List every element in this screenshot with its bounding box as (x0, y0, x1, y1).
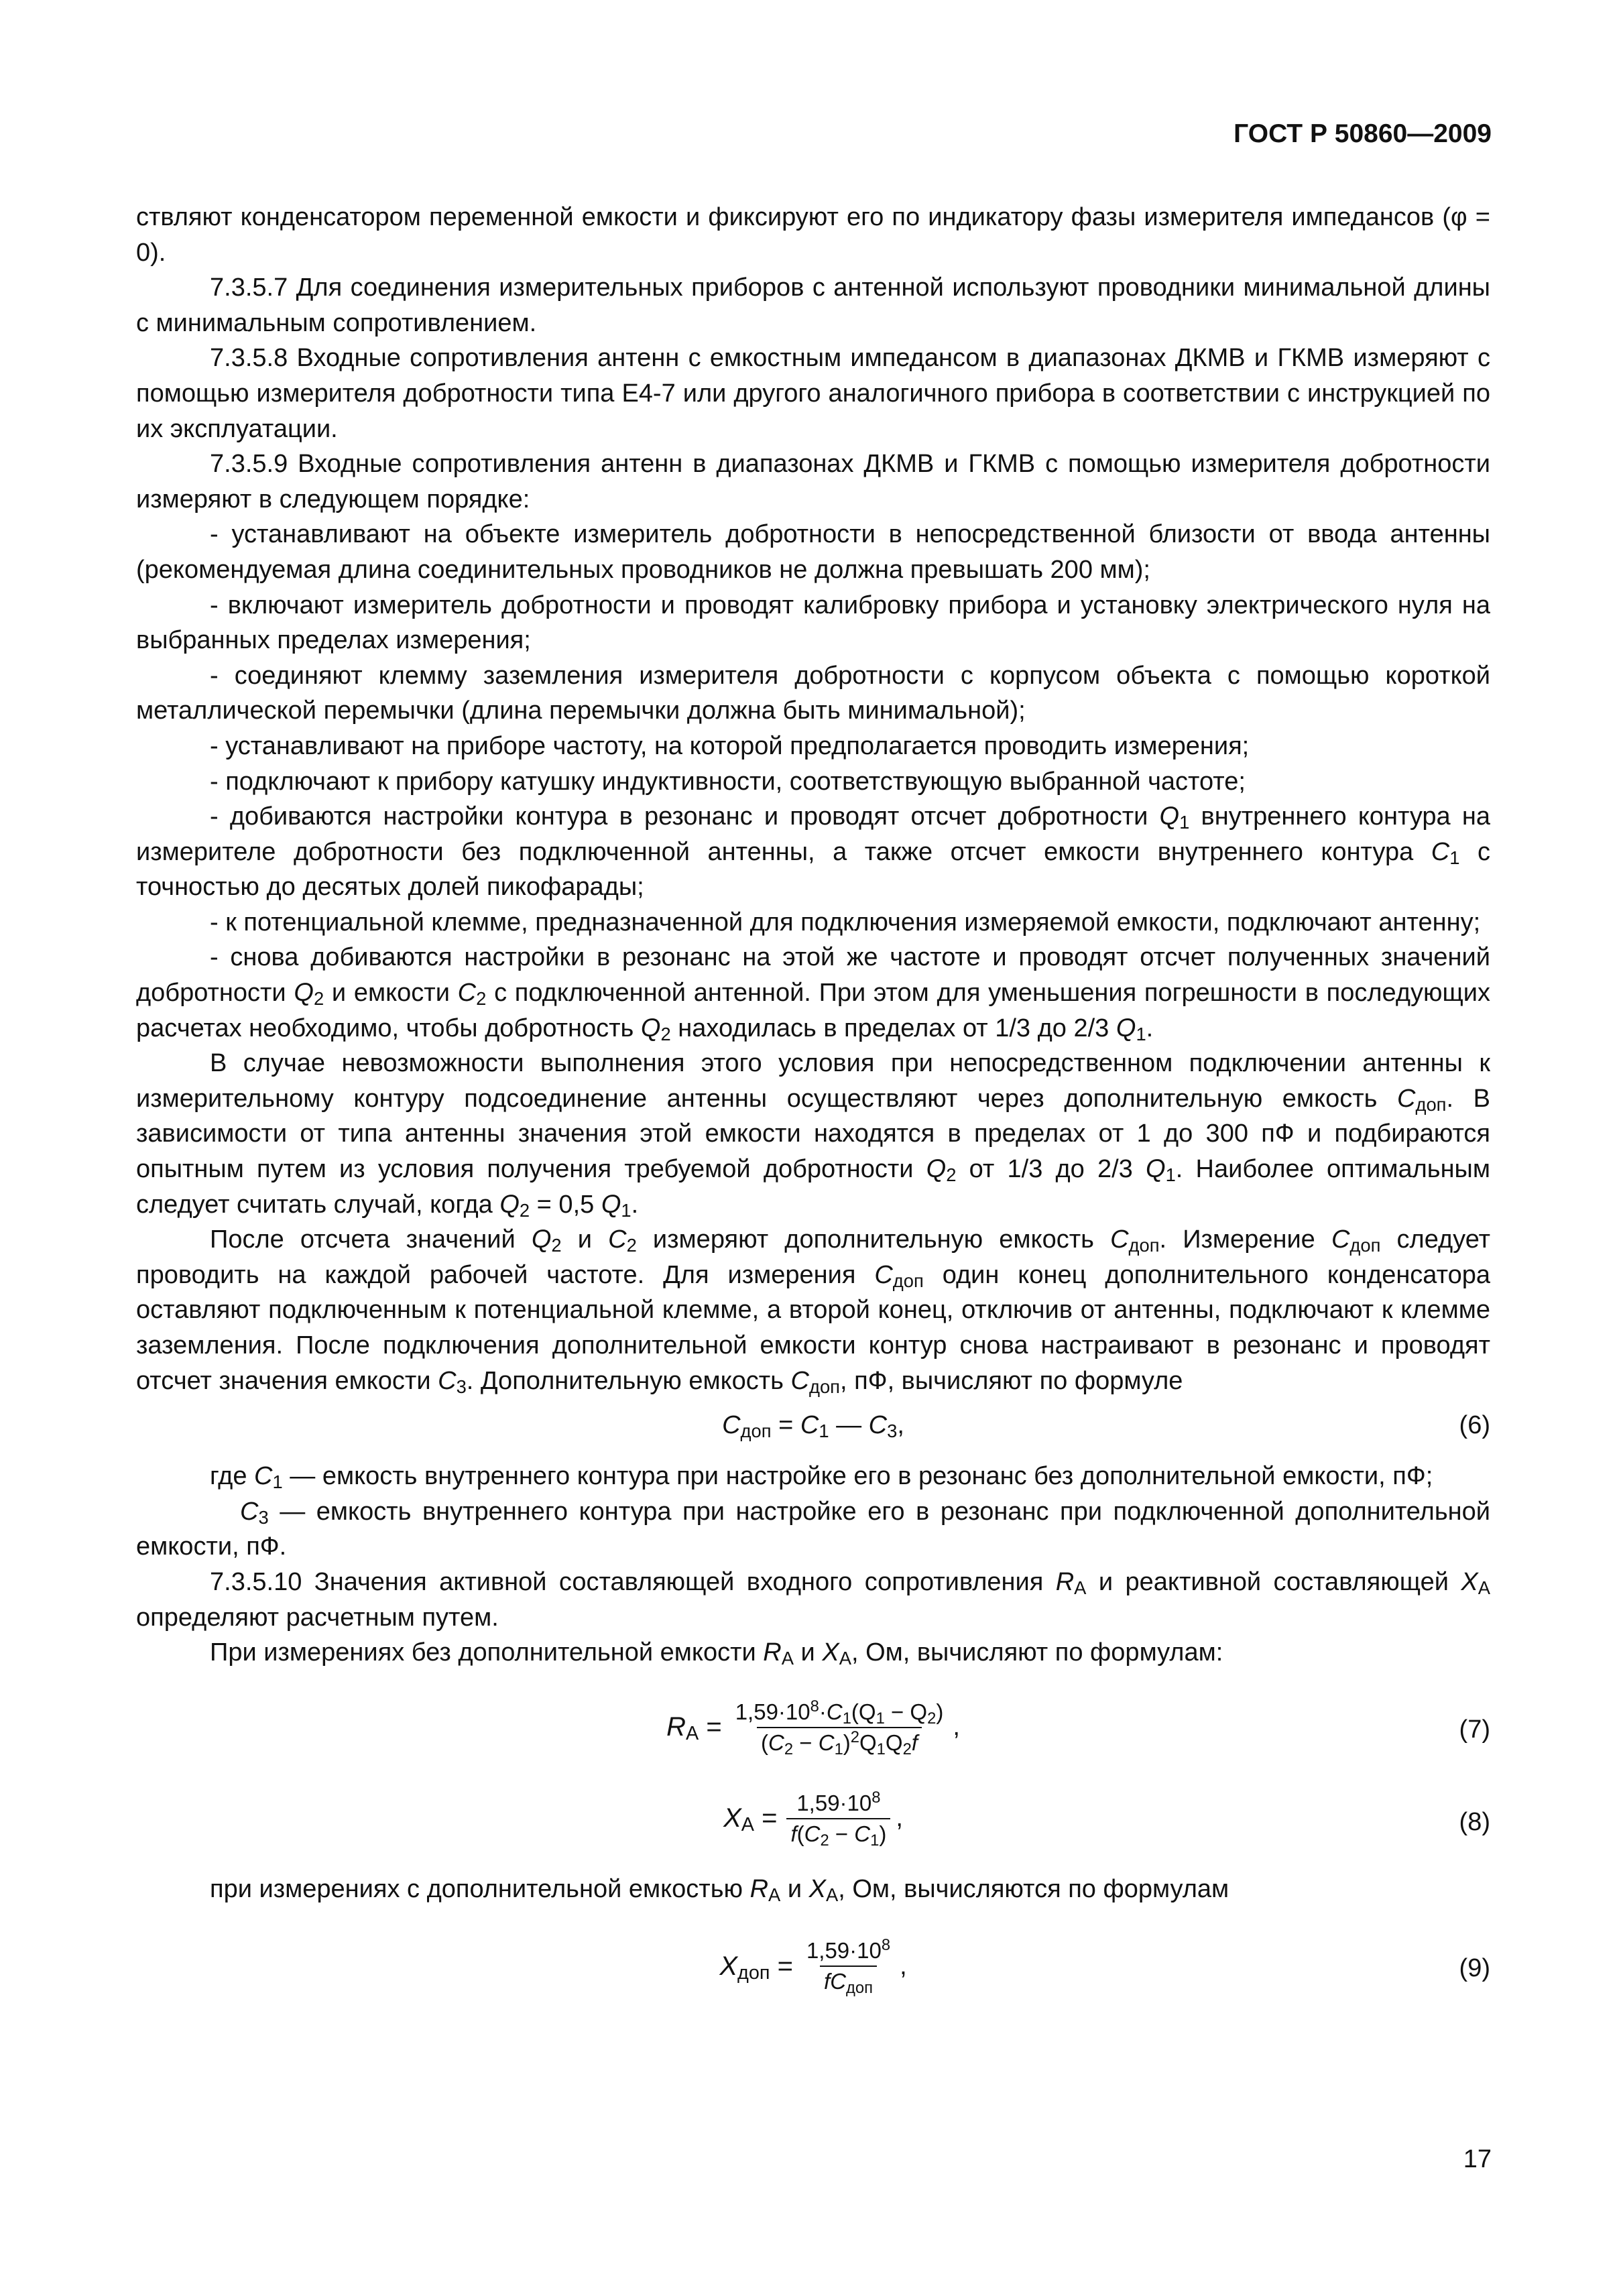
paragraph-with-capacitance: при измерениях с дополнительной емкостью $R_А$ и $X_А$, Ом, вычисляются по формулам (210, 1874, 1229, 1905)
formula-6-number: (6) (1459, 1411, 1490, 1440)
list-item: - включают измеритель добротности и проводят калибровку прибора и установку электрического нуля на выбранных пределах измерения; (136, 591, 1490, 655)
paragraph-7-3-5-7: 7.3.5.7 Для соединения измерительных приборов с антенной используют проводники минимальной длины с минимальным сопротивлением. (136, 274, 1490, 337)
paragraph-continued: ствляют конденсатором переменной емкости и фиксируют его по индикатору фазы измерителя импеданcов (φ = 0). (136, 203, 1490, 267)
list-item: - снова добиваются настройки в резонанс на этой же частоте и проводят отсчет полученных значений добротности $Q_2$ и емкости $C_2$ с подключенной антенной. При этом для уменьшения погрешности в последующих расчетах необходимо, чтобы добротность $Q_2$ находилась в пределах от 1/3 до 2/3 $Q_1$. (136, 943, 1490, 1044)
formula-7-expression: $R_А$ = $\frac{1,59\cdot 10^8\cdot C_1(Q_1 - Q_2)}{(C_2 - C_1)^2Q_1Q_2f}$ , (666, 1697, 960, 1758)
formula-7-number: (7) (1459, 1715, 1490, 1744)
where-c3: $C_3$ — емкость внутреннего контура при настройке его в резонанс при подключенной дополнительной емкости, пФ. (136, 1497, 1490, 1561)
list-item: - добиваются настройки контура в резонанс и проводят отсчет добротности $Q_1$ внутреннего контура на измерителе добротности без подключенной антенны, а также отсчет емкости внутреннего контура $C_1$ с точностью до десятых долей пикофарады; (136, 802, 1490, 902)
list-item: - подключают к прибору катушку индуктивности, соответствующую выбранной частоте; (210, 767, 1246, 796)
list-item: - устанавливают на приборе частоту, на которой предполагается проводить измерения; (210, 731, 1250, 760)
formula-9 (136, 1907, 1490, 2014)
paragraph-7-3-5-9: 7.3.5.9 Входные сопротивления антенн в диапазонах ДКМВ и ГКМВ с помощью измерителя добротности измеряют в следующем порядке: (136, 450, 1490, 513)
list-item: - устанавливают на объекте измеритель добротности в непосредственной близости от ввода антенны (рекомендуемая длина соединительных проводников не должна превышать 200 мм); (136, 520, 1490, 584)
paragraph-additional-capacitance: В случае невозможности выполнения этого условия при непосредственном подключении антенны к измерительному контуру подсоединение антенны осуществляют через дополнительную емкость $C_{доп}$. В зависимости от типа антенны значения этой емкости находятся в пределах от 1 до 300 пФ и подбираются опытным путем из условия получения требуемой добротности $Q_2$ от 1/3 до 2/3 $Q_1$. Наиболее оптимальным следует считать случай, когда $Q_2 = 0,5$ $Q_1$. (136, 1049, 1490, 1221)
formula-8 (136, 1778, 1490, 1872)
formula-7 (136, 1671, 1490, 1778)
paragraph-7-3-5-10: 7.3.5.10 Значения активной составляющей входного сопротивления $R_А$ и реактивной составляющей $X_А$ определяют расчетным путем. (136, 1567, 1490, 1632)
page-number: 17 (1463, 2145, 1492, 2173)
paragraph-7-3-5-8: 7.3.5.8 Входные сопротивления антенн с емкостным импедансом в диапазонах ДКМВ и ГКМВ измеряют с помощью измерителя добротности типа Е4-7 или другого аналогичного прибора в соответствии с инструкцией по их эксплуатации. (136, 344, 1490, 443)
list-item: - к потенциальной клемме, предназначенной для подключения измеряемой емкости, подключают антенну; (210, 908, 1481, 936)
document-body (136, 200, 1490, 2014)
formula-9-fraction: $\frac{1,59\cdot 10^8}{fC_{доп}}$ (806, 1936, 891, 1998)
list-item: - соединяют клемму заземления измерителя добротности с корпусом объекта с помощью короткой металлической перемычки (длина перемычки должна быть минимальной); (136, 661, 1490, 725)
formula-9-expression: $X_{доп}$ = $\frac{1,59\cdot 10^8}{fC_{доп}}$ , (719, 1936, 907, 1998)
formula-6-expression: $C_{доп} = C_1$ — $C_3$, (722, 1411, 904, 1442)
paragraph-measurement-procedure: После отсчета значений $Q_2$ и $C_2$ измеряют дополнительную емкость $C_{доп}$. Измерение $C_{доп}$ следует проводить на каждой рабочей частоте. Для измерения $C_{доп}$ один конец дополнительного конденсатора оставляют подключенным к потенциальной клемме, а второй конец, отключив от антенны, подключают к клемме заземления. После подключения дополнительной емкости контур снова настраивают в резонанс и проводят отсчет значения емкости $C_3$. Дополнительную емкость $C_{доп}$, пФ, вычисляют по формуле (136, 1225, 1491, 1397)
paragraph-without-capacitance: При измерениях без дополнительной емкости $R_А$ и $X_А$, Ом, вычисляют по формулам: (210, 1638, 1223, 1669)
formula-8-expression: $X_А$ = $\frac{1,59\cdot 10^8}{f(C_2 - C_1)}$ , (723, 1788, 903, 1850)
formula-8-number: (8) (1459, 1807, 1490, 1836)
formula-8-fraction: $\frac{1,59\cdot 10^8}{f(C_2 - C_1)}$ (786, 1790, 890, 1848)
formula-6 (136, 1402, 1490, 1455)
document-header: ГОСТ Р 50860—2009 (1234, 119, 1492, 148)
formula-9-number: (9) (1459, 1954, 1490, 1983)
where-c1: где $C_1$ — емкость внутреннего контура при настройке его в резонанс без дополнительной емкости, пФ; (210, 1462, 1433, 1493)
formula-7-fraction: $\frac{1,59\cdot 10^8\cdot C_1(Q_1 - Q_2)}{(C_2 - C_1)^2Q_1Q_2f}$ (735, 1697, 944, 1758)
